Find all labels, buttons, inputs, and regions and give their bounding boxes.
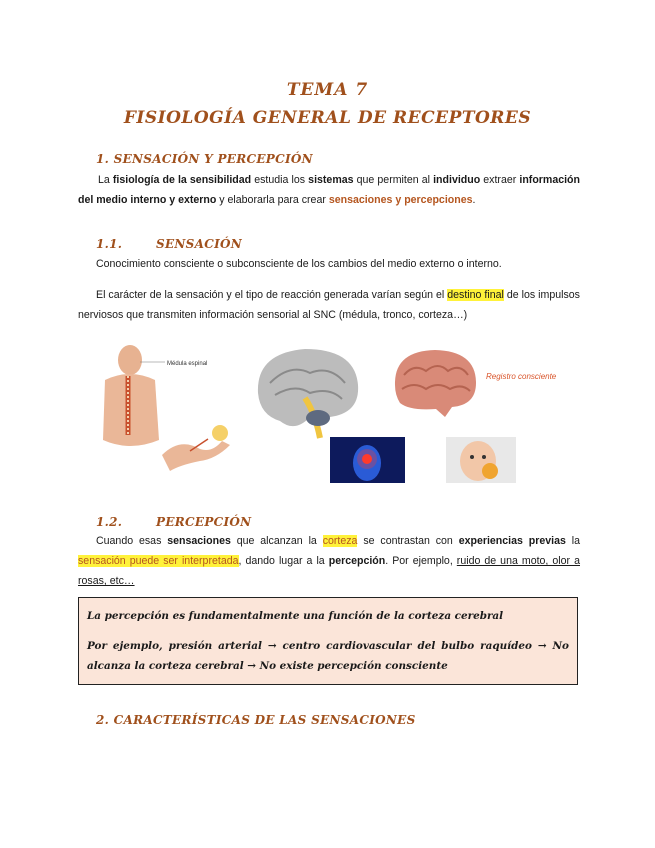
section-1-1-paragraph-2: El carácter de la sensación y el tipo de reacción generada varían según el destino final de los impulsos nerviosos que transmiten información sensorial al SNC (médula, tronco, corteza…) (78, 289, 580, 321)
document-title: FISIOLOGÍA GENERAL DE RECEPTORES (123, 108, 532, 128)
section-heading-1-2-number: 1.2. (96, 515, 123, 529)
section-1-1-paragraph-1: Conocimiento consciente o subconsciente de los cambios del medio externo o interno. (96, 258, 502, 270)
spine-label: Médula espinal (167, 361, 208, 367)
section-heading-2: 2. CARACTERÍSTICAS DE LAS SENSACIONES (96, 713, 416, 727)
section-heading-1-1-number: 1.1. (96, 237, 123, 251)
box-line-2: Por ejemplo, presión arterial → centro cardiovascular del bulbo raquídeo → No alcanza la corteza cerebral → No existe percepción consciente (87, 640, 569, 672)
reflex-figure-icon (160, 415, 240, 475)
baby-eating-icon (446, 437, 516, 483)
box-line-1: La percepción es fundamentalmente una función de la corteza cerebral (87, 610, 504, 622)
document-title-topic: TEMA 7 (286, 80, 369, 100)
highlight-box (78, 597, 578, 685)
section-1-2-paragraph: Cuando esas sensaciones que alcanzan la corteza se contrastan con experiencias previas la sensación puede ser interpretada, dando lugar a la percepción. Por ejemplo, ruido de una moto, olor a rosas, etc… (78, 535, 581, 587)
section-1-paragraph: La fisiología de la sensibilidad estudia los sistemas que permiten al individuo extraer información del medio interno y externo y elaborarla para crear sensaciones y percepciones. (78, 174, 580, 206)
brain-label: Registro consciente (486, 372, 557, 381)
section-heading-1-2: PERCEPCIÓN (156, 515, 252, 529)
section-heading-1-1: SENSACIÓN (156, 237, 243, 251)
section-heading-1: 1. SENSACIÓN Y PERCEPCIÓN (96, 152, 313, 166)
heart-pain-icon (330, 437, 405, 483)
brain-section-icon (250, 343, 365, 443)
brain-icon (390, 345, 480, 420)
